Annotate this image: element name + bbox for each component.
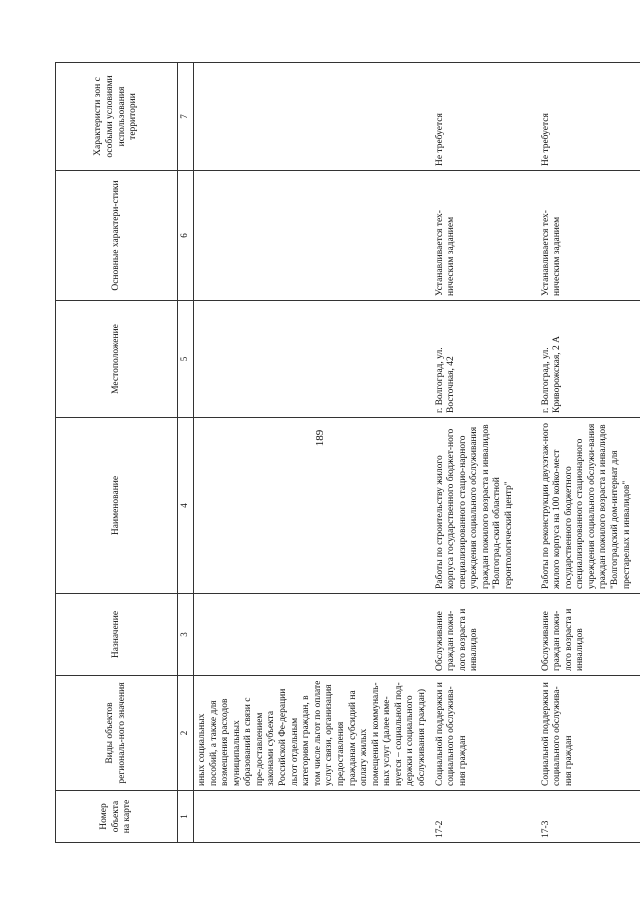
header-location: Местоположение	[56, 301, 178, 418]
object-number: 17-3	[538, 791, 640, 843]
header-zones: Характеристи зон с особыми условиями использования территории	[56, 63, 178, 171]
object-type: Социальной поддержки и социального обслужива-ния граждан	[538, 676, 640, 791]
header-row	[56, 63, 178, 843]
table-row-continuation	[194, 63, 432, 843]
header-object-type: Виды объектов региональ-ного значения	[56, 676, 178, 791]
object-characteristics: Устанавливается тех-ническим заданием	[432, 171, 538, 301]
column-number-row	[178, 63, 194, 843]
object-zones: Не требуется	[538, 63, 640, 171]
column-number: 1	[178, 791, 194, 843]
header-characteristics: Основные характери-стики	[56, 171, 178, 301]
object-characteristics: Устанавливается тех-ническим заданием	[538, 171, 640, 301]
object-type: Социальной поддержки и социального обслужива-ния граждан	[432, 676, 538, 791]
object-location: г. Волгоград, ул. Восточная, 42	[432, 301, 538, 418]
column-number: 5	[178, 301, 194, 418]
column-number: 7	[178, 63, 194, 171]
header-name: Наименование	[56, 418, 178, 594]
page-number: 189	[314, 429, 326, 447]
column-number: 6	[178, 171, 194, 301]
continuation-text: иных социальных пособий, а также для возмещения расходов муниципальных образований в связи с пре-доставлением законами субъекта Российской Фе-дерации льгот отдельным категориям граждан, в том числе льгот по оплате услуг связи, организация предоставления гражданам субсидий на оплату жилых помещений и коммуналь-ных услуг (далее име-нуется – социальной под-держки и социального обслуживания граждан)	[194, 676, 432, 791]
column-number: 2	[178, 676, 194, 791]
column-number: 3	[178, 594, 194, 676]
object-zones: Не требуется	[432, 63, 538, 171]
object-name: Работы по строительству жилого корпуса государственного бюджет-ного специализированного стацио-нарного учреждения социального обслуживания граждан пожилого возраста и инвалидов "Волгоград-ский областной геронтологический центр"	[432, 418, 538, 594]
column-number: 4	[178, 418, 194, 594]
rotated-table-frame	[55, 63, 632, 843]
table-row	[432, 63, 538, 843]
header-purpose: Назначение	[56, 594, 178, 676]
table-row	[538, 63, 640, 843]
object-number: 17-2	[432, 791, 538, 843]
object-purpose: Обслуживание граждан пожи-лого возраста и инвалидов	[538, 594, 640, 676]
object-name: Работы по реконструкции двухэтаж-ного жилого корпуса на 100 койко-мест государственного бюджетного специализированного стационарного учреждения социального обслужи-вания граждан пожилого возраста и инвалидов "Волгоградский дом-интернат для престарелых и инвалидов"	[538, 418, 640, 594]
regional-objects-table	[55, 62, 640, 843]
object-location: г. Волгоград, ул. Криворожская, 2 А	[538, 301, 640, 418]
object-purpose: Обслуживание граждан пожи-лого возраста и инвалидов	[432, 594, 538, 676]
header-object-number: Номер объекта на карте	[56, 791, 178, 843]
